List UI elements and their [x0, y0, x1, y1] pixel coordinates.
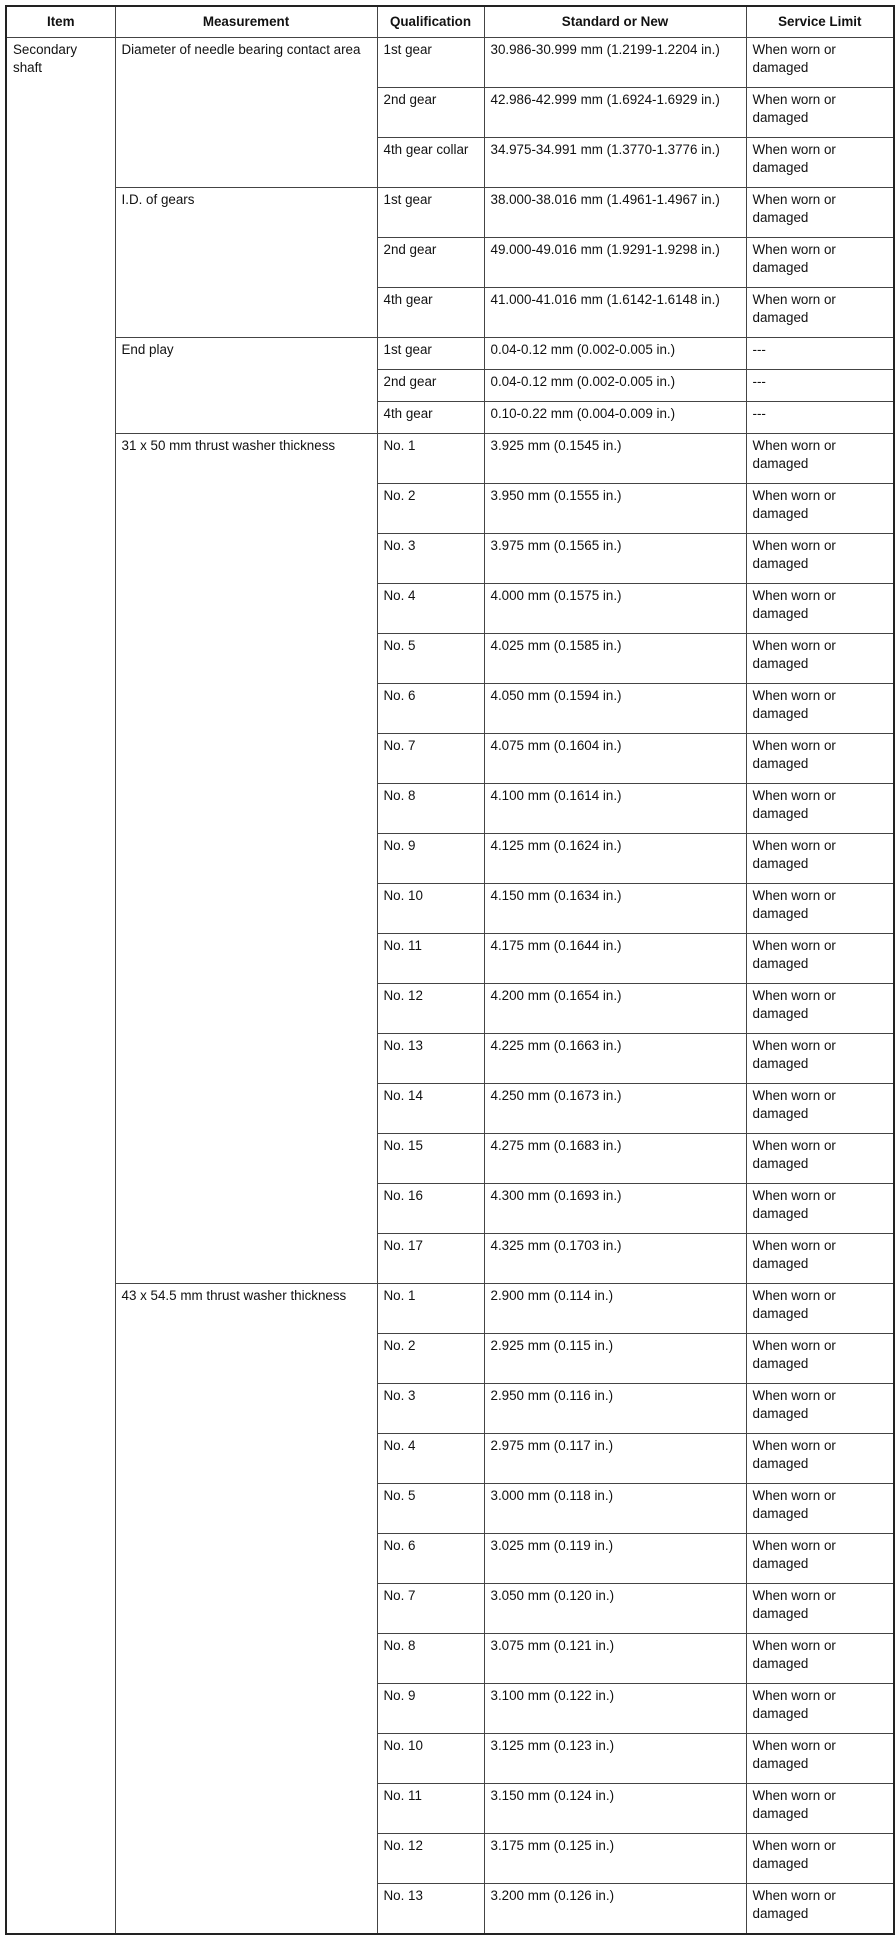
- standard-cell: 4.300 mm (0.1693 in.): [484, 1184, 746, 1234]
- standard-cell: 3.150 mm (0.124 in.): [484, 1784, 746, 1834]
- qualification-cell: No. 11: [377, 1784, 484, 1834]
- standard-cell: 49.000-49.016 mm (1.9291-1.9298 in.): [484, 238, 746, 288]
- standard-cell: 4.075 mm (0.1604 in.): [484, 734, 746, 784]
- qualification-cell: No. 9: [377, 1684, 484, 1734]
- header-standard-or-new: Standard or New: [484, 6, 746, 38]
- service-limit-cell: When worn or damaged: [746, 1434, 894, 1484]
- service-limit-cell: When worn or damaged: [746, 534, 894, 584]
- qualification-cell: 2nd gear: [377, 370, 484, 402]
- standard-cell: 0.10-0.22 mm (0.004-0.009 in.): [484, 402, 746, 434]
- service-limit-cell: When worn or damaged: [746, 934, 894, 984]
- standard-cell: 4.175 mm (0.1644 in.): [484, 934, 746, 984]
- service-limit-cell: When worn or damaged: [746, 1534, 894, 1584]
- standard-cell: 42.986-42.999 mm (1.6924-1.6929 in.): [484, 88, 746, 138]
- service-limit-cell: When worn or damaged: [746, 684, 894, 734]
- service-limit-cell: When worn or damaged: [746, 38, 894, 88]
- service-limit-cell: When worn or damaged: [746, 784, 894, 834]
- service-limit-cell: When worn or damaged: [746, 1234, 894, 1284]
- qualification-cell: 4th gear collar: [377, 138, 484, 188]
- standard-cell: 3.025 mm (0.119 in.): [484, 1534, 746, 1584]
- qualification-cell: No. 9: [377, 834, 484, 884]
- standard-cell: 3.175 mm (0.125 in.): [484, 1834, 746, 1884]
- service-limit-cell: When worn or damaged: [746, 238, 894, 288]
- standard-cell: 2.975 mm (0.117 in.): [484, 1434, 746, 1484]
- measurement-cell: I.D. of gears: [115, 188, 377, 338]
- qualification-cell: 1st gear: [377, 338, 484, 370]
- header-item: Item: [6, 6, 115, 38]
- service-limit-cell: When worn or damaged: [746, 984, 894, 1034]
- qualification-cell: No. 12: [377, 1834, 484, 1884]
- qualification-cell: No. 3: [377, 1384, 484, 1434]
- header-service-limit: Service Limit: [746, 6, 894, 38]
- header-row: [6, 6, 894, 38]
- qualification-cell: No. 2: [377, 484, 484, 534]
- service-limit-cell: When worn or damaged: [746, 1034, 894, 1084]
- qualification-cell: 4th gear: [377, 288, 484, 338]
- qualification-cell: No. 10: [377, 1734, 484, 1784]
- standard-cell: 3.925 mm (0.1545 in.): [484, 434, 746, 484]
- qualification-cell: No. 7: [377, 734, 484, 784]
- table-header: [6, 6, 894, 38]
- standard-cell: 4.025 mm (0.1585 in.): [484, 634, 746, 684]
- qualification-cell: No. 3: [377, 534, 484, 584]
- measurement-cell: Diameter of needle bearing contact area: [115, 38, 377, 188]
- spec-table-container: [5, 5, 893, 1935]
- qualification-cell: 2nd gear: [377, 238, 484, 288]
- header-qualification: Qualification: [377, 6, 484, 38]
- service-limit-cell: When worn or damaged: [746, 1184, 894, 1234]
- measurement-cell: End play: [115, 338, 377, 434]
- service-limit-cell: When worn or damaged: [746, 1684, 894, 1734]
- service-limit-cell: When worn or damaged: [746, 1834, 894, 1884]
- standard-cell: 3.000 mm (0.118 in.): [484, 1484, 746, 1534]
- standard-cell: 2.900 mm (0.114 in.): [484, 1284, 746, 1334]
- standard-cell: 0.04-0.12 mm (0.002-0.005 in.): [484, 338, 746, 370]
- service-limit-cell: When worn or damaged: [746, 88, 894, 138]
- qualification-cell: No. 5: [377, 1484, 484, 1534]
- qualification-cell: No. 1: [377, 1284, 484, 1334]
- service-limit-cell: When worn or damaged: [746, 188, 894, 238]
- header-measurement: Measurement: [115, 6, 377, 38]
- service-limit-cell: ---: [746, 370, 894, 402]
- service-limit-cell: When worn or damaged: [746, 1734, 894, 1784]
- service-limit-cell: ---: [746, 338, 894, 370]
- service-limit-cell: When worn or damaged: [746, 1884, 894, 1935]
- standard-cell: 3.950 mm (0.1555 in.): [484, 484, 746, 534]
- table-row: [6, 338, 894, 370]
- standard-cell: 30.986-30.999 mm (1.2199-1.2204 in.): [484, 38, 746, 88]
- service-limit-cell: When worn or damaged: [746, 734, 894, 784]
- qualification-cell: No. 6: [377, 1534, 484, 1584]
- qualification-cell: 4th gear: [377, 402, 484, 434]
- qualification-cell: No. 7: [377, 1584, 484, 1634]
- standard-cell: 3.125 mm (0.123 in.): [484, 1734, 746, 1784]
- standard-cell: 4.050 mm (0.1594 in.): [484, 684, 746, 734]
- qualification-cell: 1st gear: [377, 188, 484, 238]
- qualification-cell: 1st gear: [377, 38, 484, 88]
- service-limit-cell: When worn or damaged: [746, 484, 894, 534]
- standard-cell: 3.050 mm (0.120 in.): [484, 1584, 746, 1634]
- measurement-cell: 31 x 50 mm thrust washer thickness: [115, 434, 377, 1284]
- qualification-cell: No. 12: [377, 984, 484, 1034]
- qualification-cell: No. 4: [377, 1434, 484, 1484]
- standard-cell: 2.925 mm (0.115 in.): [484, 1334, 746, 1384]
- standard-cell: 0.04-0.12 mm (0.002-0.005 in.): [484, 370, 746, 402]
- standard-cell: 4.200 mm (0.1654 in.): [484, 984, 746, 1034]
- standard-cell: 41.000-41.016 mm (1.6142-1.6148 in.): [484, 288, 746, 338]
- qualification-cell: 2nd gear: [377, 88, 484, 138]
- service-limit-cell: When worn or damaged: [746, 834, 894, 884]
- service-limit-cell: When worn or damaged: [746, 1584, 894, 1634]
- qualification-cell: No. 16: [377, 1184, 484, 1234]
- service-limit-cell: When worn or damaged: [746, 1784, 894, 1834]
- table-row: [6, 38, 894, 88]
- standard-cell: 4.325 mm (0.1703 in.): [484, 1234, 746, 1284]
- qualification-cell: No. 2: [377, 1334, 484, 1384]
- standard-cell: 4.150 mm (0.1634 in.): [484, 884, 746, 934]
- standard-cell: 3.200 mm (0.126 in.): [484, 1884, 746, 1935]
- table-row: [6, 188, 894, 238]
- service-limit-cell: When worn or damaged: [746, 884, 894, 934]
- qualification-cell: No. 15: [377, 1134, 484, 1184]
- qualification-cell: No. 4: [377, 584, 484, 634]
- standard-cell: 4.275 mm (0.1683 in.): [484, 1134, 746, 1184]
- measurement-cell: 43 x 54.5 mm thrust washer thickness: [115, 1284, 377, 1935]
- qualification-cell: No. 13: [377, 1884, 484, 1935]
- service-limit-cell: When worn or damaged: [746, 1334, 894, 1384]
- standard-cell: 4.225 mm (0.1663 in.): [484, 1034, 746, 1084]
- service-limit-cell: When worn or damaged: [746, 434, 894, 484]
- qualification-cell: No. 5: [377, 634, 484, 684]
- qualification-cell: No. 14: [377, 1084, 484, 1134]
- qualification-cell: No. 8: [377, 1634, 484, 1684]
- qualification-cell: No. 1: [377, 434, 484, 484]
- service-limit-cell: When worn or damaged: [746, 1084, 894, 1134]
- standard-cell: 4.250 mm (0.1673 in.): [484, 1084, 746, 1134]
- service-limit-cell: When worn or damaged: [746, 634, 894, 684]
- service-limit-cell: When worn or damaged: [746, 1484, 894, 1534]
- service-limit-cell: When worn or damaged: [746, 288, 894, 338]
- standard-cell: 38.000-38.016 mm (1.4961-1.4967 in.): [484, 188, 746, 238]
- standard-cell: 4.000 mm (0.1575 in.): [484, 584, 746, 634]
- qualification-cell: No. 13: [377, 1034, 484, 1084]
- standard-cell: 3.100 mm (0.122 in.): [484, 1684, 746, 1734]
- standard-cell: 3.975 mm (0.1565 in.): [484, 534, 746, 584]
- qualification-cell: No. 11: [377, 934, 484, 984]
- service-limit-cell: When worn or damaged: [746, 1634, 894, 1684]
- standard-cell: 2.950 mm (0.116 in.): [484, 1384, 746, 1434]
- standard-cell: 34.975-34.991 mm (1.3770-1.3776 in.): [484, 138, 746, 188]
- qualification-cell: No. 8: [377, 784, 484, 834]
- table-row: [6, 434, 894, 484]
- service-limit-cell: When worn or damaged: [746, 1134, 894, 1184]
- qualification-cell: No. 6: [377, 684, 484, 734]
- service-limit-cell: ---: [746, 402, 894, 434]
- standard-cell: 4.100 mm (0.1614 in.): [484, 784, 746, 834]
- standard-cell: 4.125 mm (0.1624 in.): [484, 834, 746, 884]
- qualification-cell: No. 10: [377, 884, 484, 934]
- service-limit-cell: When worn or damaged: [746, 1284, 894, 1334]
- table-row: [6, 1284, 894, 1334]
- qualification-cell: No. 17: [377, 1234, 484, 1284]
- service-limit-cell: When worn or damaged: [746, 138, 894, 188]
- service-limit-cell: When worn or damaged: [746, 584, 894, 634]
- specification-table: [5, 5, 895, 1935]
- table-body: [6, 38, 894, 1935]
- service-limit-cell: When worn or damaged: [746, 1384, 894, 1434]
- item-cell: Secondary shaft: [6, 38, 115, 1935]
- standard-cell: 3.075 mm (0.121 in.): [484, 1634, 746, 1684]
